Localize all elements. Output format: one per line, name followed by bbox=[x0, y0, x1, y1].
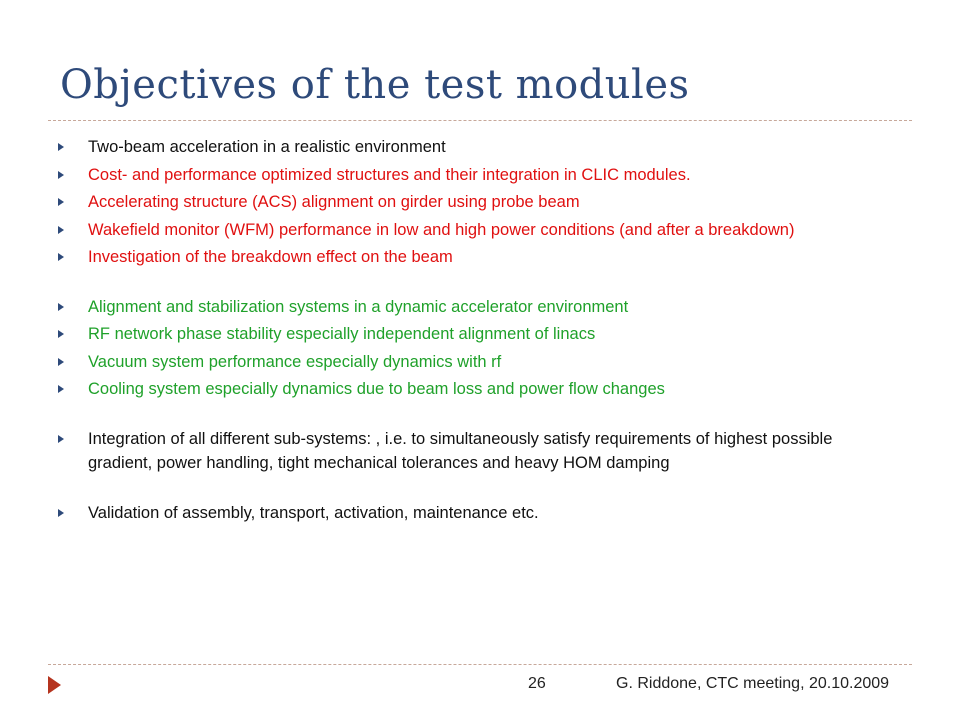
bullet-text: RF network phase stability especially independent alignment of linacs bbox=[88, 325, 596, 343]
page-number: 26 bbox=[528, 675, 546, 692]
bullet-text: Integration of all different sub-systems: , i.e. to simultaneously satisfy requirements of highest possible gradient, power handling, tight mechanical tolerances and heavy HOM damping bbox=[88, 429, 833, 472]
bullet-text: Two-beam acceleration in a realistic environment bbox=[88, 138, 446, 156]
bullet-item bbox=[56, 501, 886, 526]
bullet-item bbox=[56, 190, 886, 215]
bullet-arrow-icon bbox=[58, 385, 64, 393]
bullet-arrow-icon bbox=[58, 330, 64, 338]
bullet-item bbox=[56, 245, 886, 270]
bullet-item bbox=[56, 377, 886, 402]
bullet-arrow-icon bbox=[58, 435, 64, 443]
bullet-arrow-icon bbox=[58, 253, 64, 261]
bullet-text: Vacuum system performance especially dynamics with rf bbox=[88, 352, 502, 371]
bullet-arrow-icon bbox=[58, 226, 64, 234]
bullet-text: Alignment and stabilization systems in a dynamic accelerator environment bbox=[88, 297, 629, 316]
bullet-item bbox=[56, 295, 886, 320]
footer-divider bbox=[48, 664, 912, 665]
title-divider bbox=[48, 120, 912, 121]
bullet-arrow-icon bbox=[58, 509, 64, 517]
bullet-item bbox=[56, 350, 886, 375]
bullet-item bbox=[56, 427, 886, 476]
footer-arrow-icon bbox=[48, 676, 61, 694]
bullet-text: Accelerating structure (ACS) alignment on girder using probe beam bbox=[88, 193, 580, 211]
bullet-text: Cost- and performance optimized structures and their integration in CLIC modules. bbox=[88, 165, 691, 184]
bullet-item bbox=[56, 163, 886, 188]
bullet-text: Wakefield monitor (WFM) performance in low and high power conditions (and after a breakdown) bbox=[88, 220, 795, 239]
bullet-arrow-icon bbox=[58, 171, 64, 179]
footer-text: G. Riddone, CTC meeting, 20.10.2009 bbox=[616, 675, 890, 692]
bullet-item bbox=[56, 135, 886, 160]
bullet-arrow-icon bbox=[58, 358, 64, 366]
bullet-text: Investigation of the breakdown effect on the beam bbox=[88, 248, 453, 266]
bullet-list bbox=[56, 135, 886, 528]
bullet-arrow-icon bbox=[58, 143, 64, 151]
bullet-text: Validation of assembly, transport, activation, maintenance etc. bbox=[88, 503, 539, 522]
bullet-text: Cooling system especially dynamics due to beam loss and power flow changes bbox=[88, 380, 665, 398]
bullet-arrow-icon bbox=[58, 198, 64, 206]
slide-title: Objectives of the test modules bbox=[60, 62, 690, 108]
bullet-arrow-icon bbox=[58, 303, 64, 311]
bullet-item bbox=[56, 322, 886, 347]
bullet-item bbox=[56, 218, 886, 243]
